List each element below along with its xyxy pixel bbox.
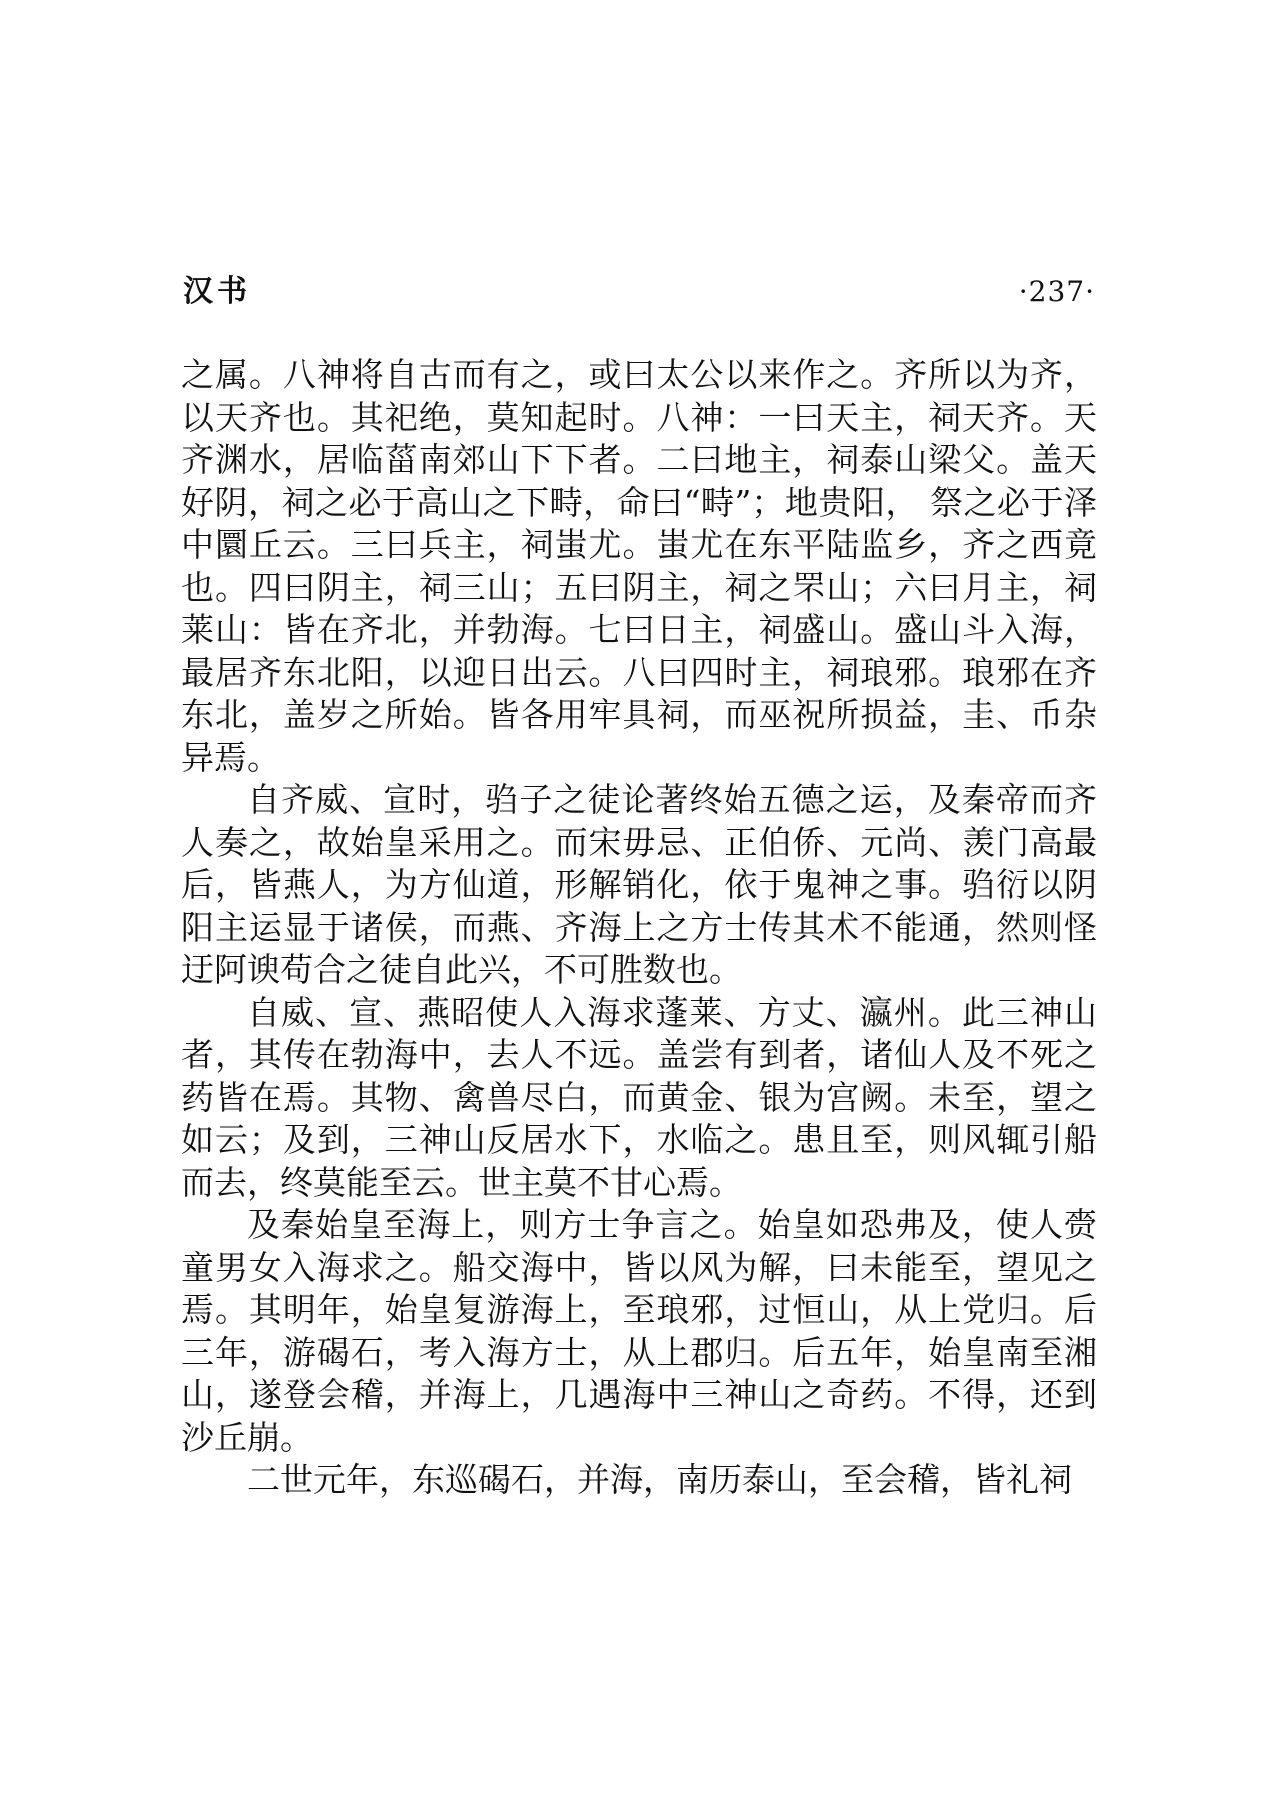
paragraph-1: 之属。八神将自古而有之，或曰太公以来作之。齐所以为齐，以天齐也。其祀绝，莫知起时。八神：一曰天主，祠天齐。天齐渊水，居临菑南郊山下下者。二曰地主，祠泰山梁父。盖天好阴，祠之必于高山之下畤，命曰“畤”；地贵阳， 祭之必于泽中圜丘云。三曰兵主，祠蚩尤。蚩尤在东平陆监乡，齐之西竟也。四曰阴主，祠三山；五曰阴主，祠之罘山；六曰月主，祠莱山：皆在齐北，并勃海。七曰日主，祠盛山。盛山斗入海，最居齐东北阳，以迎日出云。八曰四时主，祠琅邪。琅邪在齐东北，盖岁之所始。皆各用牢具祠，而巫祝所损益，圭、币杂异焉。 xyxy=(181,355,1097,777)
body-text xyxy=(181,354,1097,1502)
book-title: 汉书 xyxy=(183,274,251,309)
page-header xyxy=(183,272,1095,312)
page-number: ·237· xyxy=(1018,275,1095,308)
paragraph-2: 自齐威、宣时，驺子之徒论著终始五德之运，及秦帝而齐人奏之，故始皇采用之。而宋毋忌、正伯侨、元尚、羡门高最后，皆燕人，为方仙道，形解销化，依于鬼神之事。驺衍以阴阳主运显于诸侯，而燕、齐海上之方士传其术不能通，然则怪迂阿谀苟合之徒自此兴，不可胜数也。 xyxy=(181,780,1097,989)
paragraph-3: 自威、宣、燕昭使人入海求蓬莱、方丈、瀛州。此三神山者，其传在勃海中，去人不远。盖尝有到者，诸仙人及不死之药皆在焉。其物、禽兽尽白，而黄金、银为宫阙。未至，望之如云；及到，三神山反居水下，水临之。患且至，则风辄引船而去，终莫能至云。世主莫不甘心焉。 xyxy=(181,992,1097,1202)
paragraph-5: 二世元年，东巡碣石，并海，南历泰山，至会稽，皆礼祠 xyxy=(247,1460,1072,1499)
paragraph-4: 及秦始皇至海上，则方士争言之。始皇如恐弗及，使人赍童男女入海求之。船交海中，皆以风为解，曰未能至，望见之焉。其明年，始皇复游海上，至琅邪，过恒山，从上党归。后三年，游碣石，考入海方士，从上郡归。后五年，始皇南至湘山，遂登会稽，并海上，几遇海中三神山之奇药。不得，还到沙丘崩。 xyxy=(181,1205,1097,1457)
